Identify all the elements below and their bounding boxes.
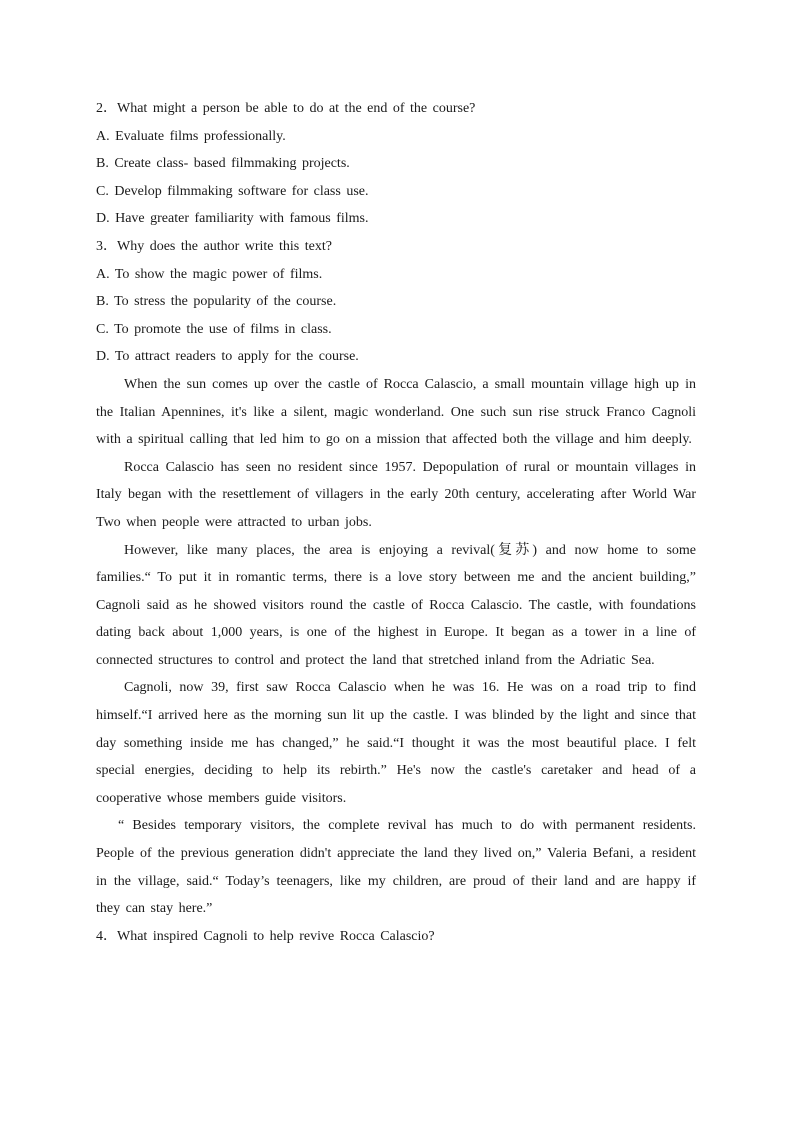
passage-paragraph-5: “ Besides temporary visitors, the complete revival has much to do with permanent residents. People of the previous generation didn't appreciate the land they lived on,” Valeria Befani, a resident in the village, said.“ Today’s teenagers, like my children, are proud of their land and are happy if they can stay here.” (96, 818, 696, 917)
question-2-option-d: D. Have greater familiarity with famous films. (96, 211, 369, 227)
passage-paragraph-3: However, like many places, the area is enjoying a revival(复苏) and now home to some families.“ To put it in romantic terms, there is a love story between me and the ancient building,” Cagnoli said as he showed visitors round the castle of Rocca Calascio. The castle, with foundations dating back about 1,000 years, is one of the highest in Europe. It began as a tower in a line of connected structures to control and protect the land that stretched inland from the Adriatic Sea. (96, 542, 696, 668)
question-2-option-b: B. Create class- based filmmaking projects. (96, 156, 350, 172)
question-2-option-a: A. Evaluate films professionally. (96, 128, 286, 144)
question-3-option-d: D. To attract readers to apply for the course. (96, 349, 359, 365)
passage-paragraph-1: When the sun comes up over the castle of Rocca Calascio, a small mountain village high up in the Italian Apennines, it's like a silent, magic wonderland. One such sun rise struck Franco Cagnoli with a spiritual calling that led him to go on a mission that affected both the village and him deeply. (96, 376, 696, 448)
question-2-option-c: C. Develop filmmaking software for class use. (96, 183, 369, 199)
question-2-stem: 2．What might a person be able to do at the end of the course? (96, 101, 476, 116)
question-3-stem: 3．Why does the author write this text? (96, 238, 332, 254)
passage-paragraph-4: Cagnoli, now 39, first saw Rocca Calascio when he was 16. He was on a road trip to find himself.“I arrived here as the morning sun lit up the castle. I was blinded by the light and since that day something inside me has changed,” he said.“I thought it was the most beautiful place. I felt special energies, deciding to help its rebirth.” He's now the castle's caretaker and head of a cooperative whose members guide visitors. (96, 680, 696, 806)
passage-paragraph-2: Rocca Calascio has seen no resident since 1957. Depopulation of rural or mountain villages in Italy began with the resettlement of villagers in the early 20th century, accelerating after World War Two when people were attracted to urban jobs. (96, 459, 696, 530)
question-3-option-b: B. To stress the popularity of the course. (96, 294, 337, 310)
document-content (96, 95, 696, 950)
question-4-stem: 4．What inspired Cagnoli to help revive Rocca Calascio? (96, 928, 435, 944)
question-3-option-c: C. To promote the use of films in class. (96, 321, 332, 337)
question-3-option-a: A. To show the magic power of films. (96, 266, 323, 282)
